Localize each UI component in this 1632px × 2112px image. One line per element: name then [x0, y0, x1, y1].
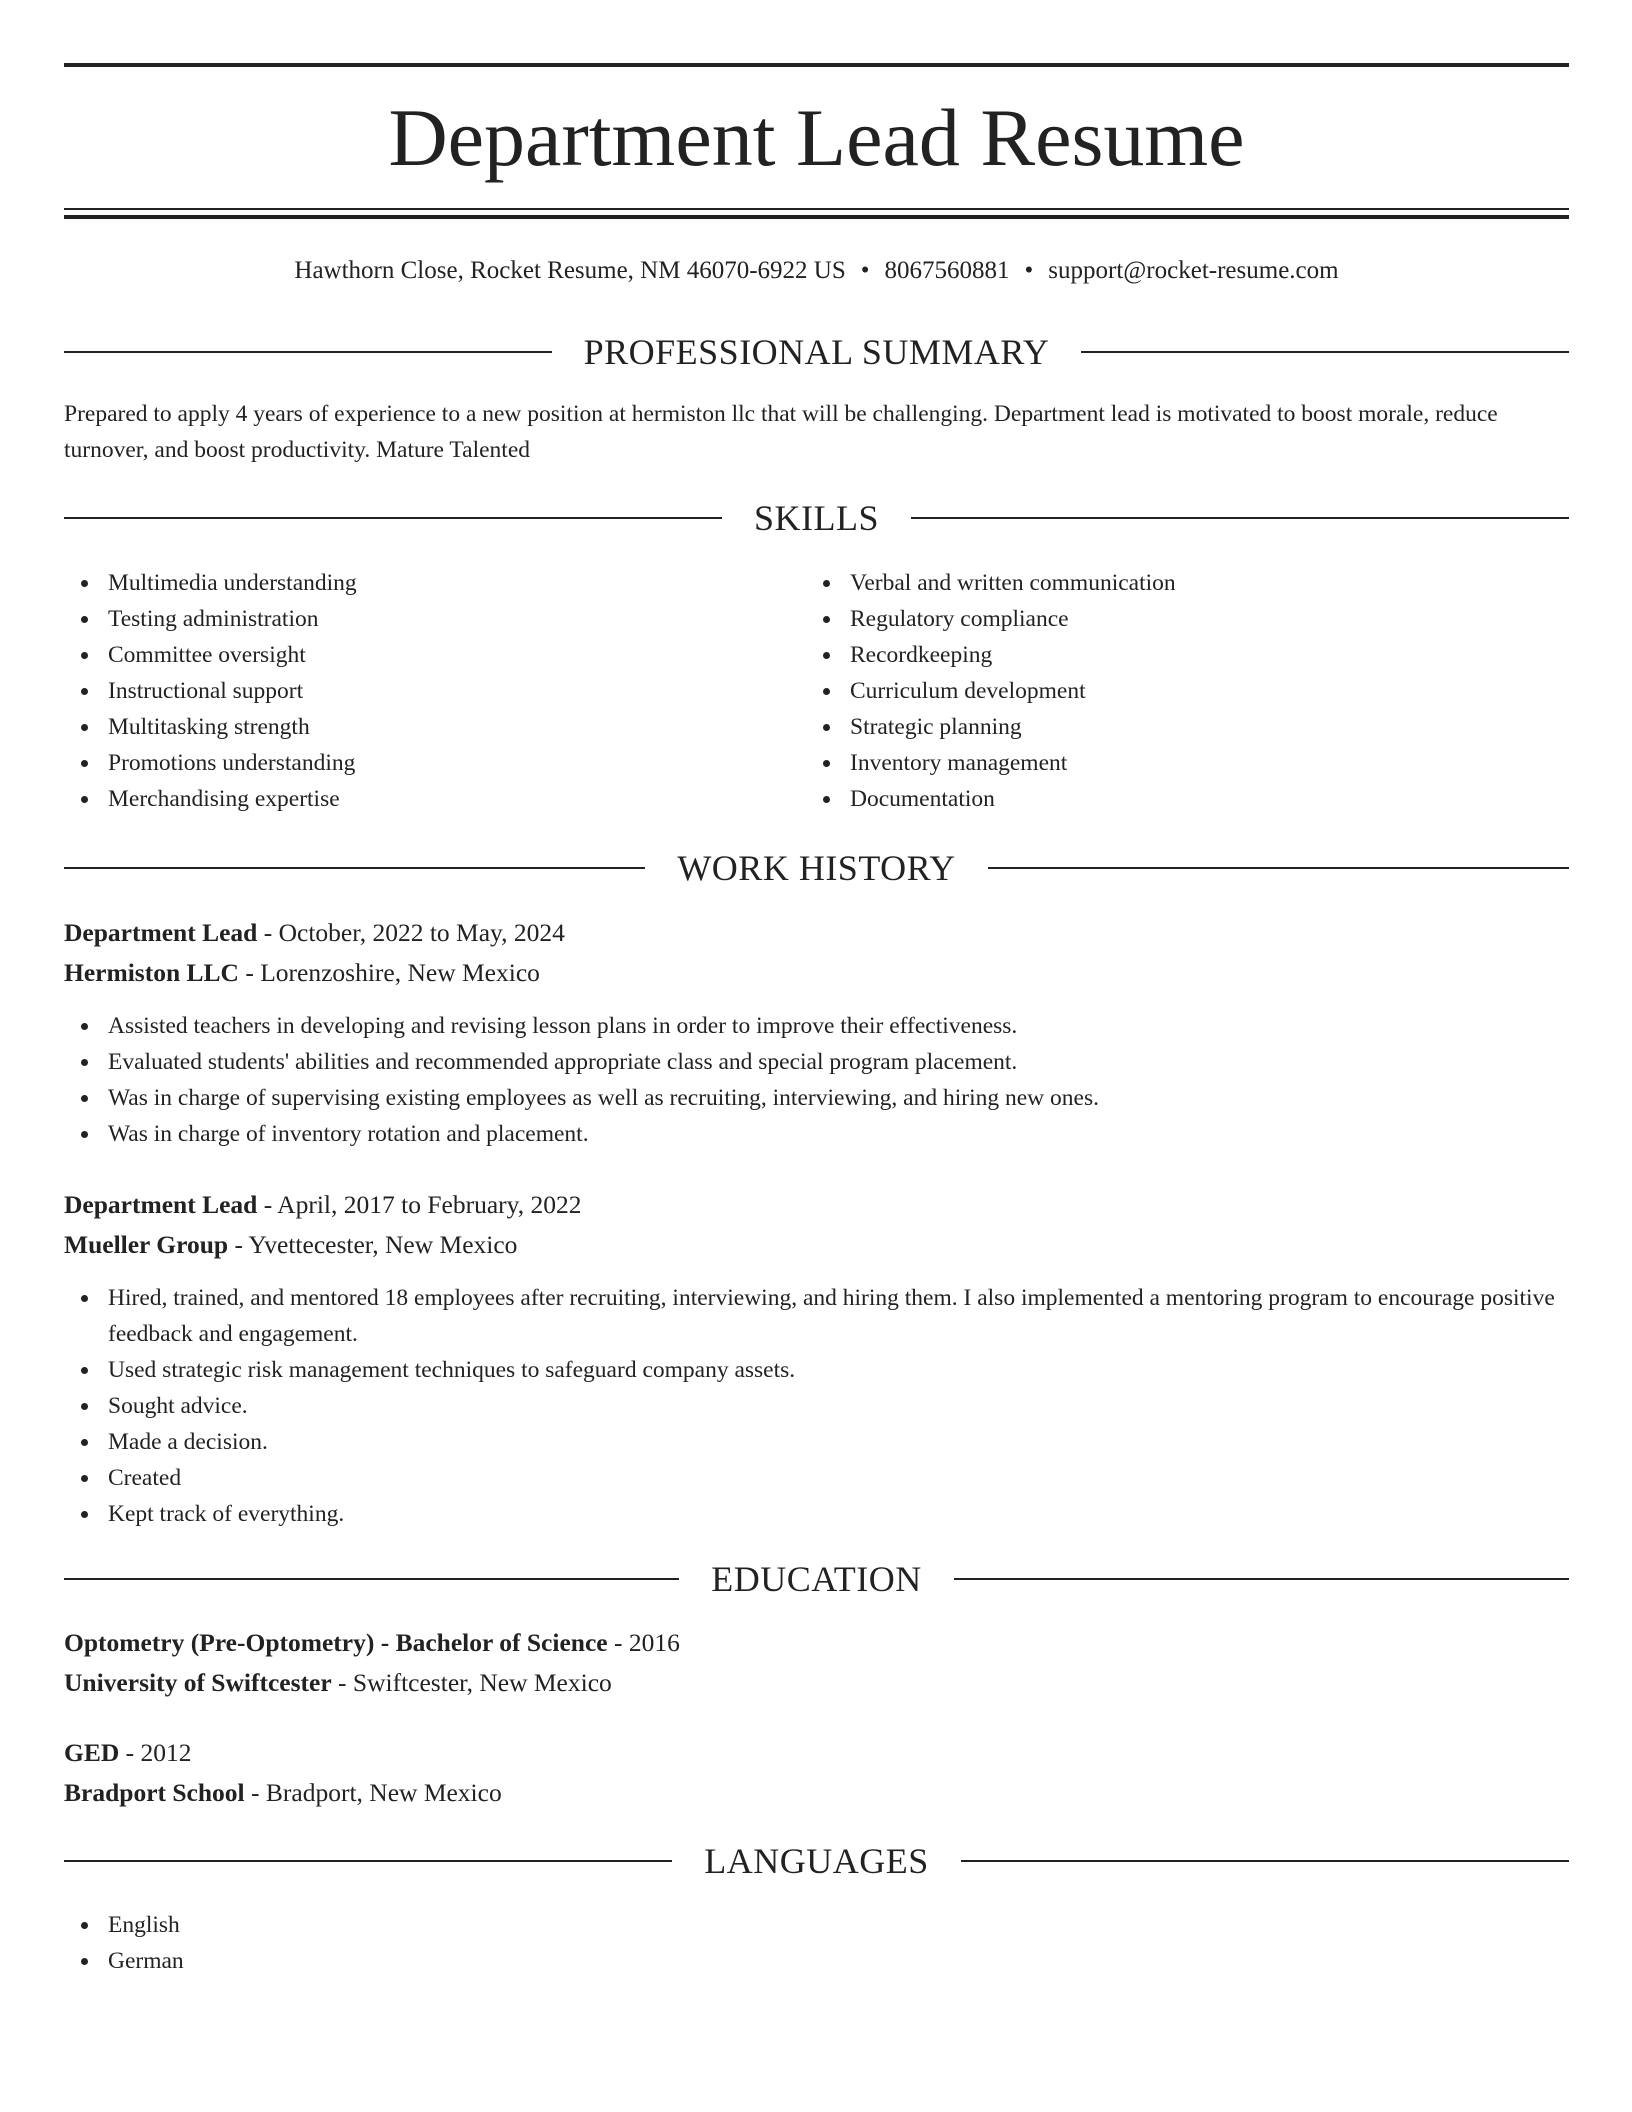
list-item: Curriculum development	[850, 673, 1570, 709]
contact-separator: •	[1024, 257, 1034, 284]
education-heading	[64, 1624, 1569, 1662]
job-heading	[64, 1186, 1569, 1224]
education-school	[64, 1774, 1569, 1812]
list-item: Merchandising expertise	[108, 781, 798, 817]
list-item: Hired, trained, and mentored 18 employees after recruiting, interviewing, and hiring them. I also implemented a mentoring program to encourage positive feedback and engagement.	[108, 1280, 1613, 1352]
list-item: Made a decision.	[108, 1424, 1613, 1460]
title-rule-thick	[64, 215, 1569, 219]
school-location: - Bradport, New Mexico	[244, 1778, 502, 1807]
list-item: Kept track of everything.	[108, 1496, 1613, 1532]
list-item: Instructional support	[108, 673, 798, 709]
section-header-summary	[64, 330, 1569, 374]
resume-title: Department Lead Resume	[388, 92, 1245, 183]
languages-list	[64, 1907, 798, 1979]
job-employer	[64, 1226, 1569, 1264]
job-duties-list	[64, 1008, 1613, 1152]
section-header-work	[64, 846, 1569, 890]
job-employer	[64, 954, 1569, 992]
list-item: Multitasking strength	[108, 709, 798, 745]
section-title: SKILLS	[754, 498, 880, 538]
section-divider	[64, 867, 645, 869]
job-dates: - April, 2017 to February, 2022	[257, 1190, 582, 1219]
degree-name: Optometry (Pre-Optometry) - Bachelor of Science	[64, 1628, 608, 1657]
contact-separator: •	[860, 257, 870, 284]
list-item: Testing administration	[108, 601, 798, 637]
job-title: Department Lead	[64, 1190, 258, 1219]
section-divider	[988, 867, 1569, 869]
list-item: Assisted teachers in developing and revising lesson plans in order to improve their effectiveness.	[108, 1008, 1613, 1044]
list-item: English	[108, 1907, 798, 1943]
degree-year: - 2016	[607, 1628, 680, 1657]
list-item: Evaluated students' abilities and recommended appropriate class and special program placement.	[108, 1044, 1613, 1080]
title-rule-thin	[64, 208, 1569, 210]
section-title: EDUCATION	[711, 1559, 922, 1599]
list-item: Was in charge of supervising existing employees as well as recruiting, interviewing, and hiring new ones.	[108, 1080, 1613, 1116]
skills-list-right	[806, 565, 1570, 817]
school-name: University of Swiftcester	[64, 1668, 332, 1697]
section-title: LANGUAGES	[704, 1841, 929, 1881]
school-name: Bradport School	[64, 1778, 245, 1807]
education-school	[64, 1664, 1569, 1702]
list-item: Created	[108, 1460, 1613, 1496]
list-item: Regulatory compliance	[850, 601, 1570, 637]
list-item: Inventory management	[850, 745, 1570, 781]
list-item: Multimedia understanding	[108, 565, 798, 601]
job-dates: - October, 2022 to May, 2024	[257, 918, 565, 947]
section-divider	[64, 1578, 679, 1580]
section-title: WORK HISTORY	[677, 848, 956, 888]
section-divider	[954, 1578, 1569, 1580]
list-item: Promotions understanding	[108, 745, 798, 781]
list-item: Recordkeeping	[850, 637, 1570, 673]
list-item: Sought advice.	[108, 1388, 1613, 1424]
contact-line	[64, 254, 1569, 288]
top-rule	[64, 63, 1569, 67]
contact-address: Hawthorn Close, Rocket Resume, NM 46070-6922 US	[294, 257, 846, 284]
summary-text: Prepared to apply 4 years of experience to a new position at hermiston llc that will be challenging. Department lead is motivated to boost morale, reduce turnover, and boost productivity. Mature Talented	[64, 401, 1498, 463]
section-header-languages	[64, 1839, 1569, 1883]
section-divider	[64, 1860, 672, 1862]
section-divider	[961, 1860, 1569, 1862]
company-location: - Yvettecester, New Mexico	[228, 1230, 518, 1259]
contact-phone: 8067560881	[884, 257, 1010, 284]
list-item: Verbal and written communication	[850, 565, 1570, 601]
degree-name: GED	[64, 1738, 120, 1767]
list-item: Committee oversight	[108, 637, 798, 673]
contact-email: support@rocket-resume.com	[1048, 257, 1339, 284]
section-divider	[64, 351, 552, 353]
job-title: Department Lead	[64, 918, 258, 947]
job-duties-list	[64, 1280, 1613, 1532]
list-item: Was in charge of inventory rotation and placement.	[108, 1116, 1613, 1152]
company-location: - Lorenzoshire, New Mexico	[238, 958, 540, 987]
company-name: Mueller Group	[64, 1230, 229, 1259]
skills-list-left	[64, 565, 798, 817]
section-header-education	[64, 1557, 1569, 1601]
section-divider	[64, 517, 722, 519]
section-title: PROFESSIONAL SUMMARY	[583, 332, 1050, 372]
list-item: Strategic planning	[850, 709, 1570, 745]
education-heading	[64, 1734, 1569, 1772]
company-name: Hermiston LLC	[64, 958, 239, 987]
section-divider	[1081, 351, 1569, 353]
job-heading	[64, 914, 1569, 952]
list-item: German	[108, 1943, 798, 1979]
section-header-skills	[64, 496, 1569, 540]
section-divider	[911, 517, 1569, 519]
school-location: - Swiftcester, New Mexico	[331, 1668, 612, 1697]
list-item: Documentation	[850, 781, 1570, 817]
list-item: Used strategic risk management techniques to safeguard company assets.	[108, 1352, 1613, 1388]
degree-year: - 2012	[119, 1738, 192, 1767]
